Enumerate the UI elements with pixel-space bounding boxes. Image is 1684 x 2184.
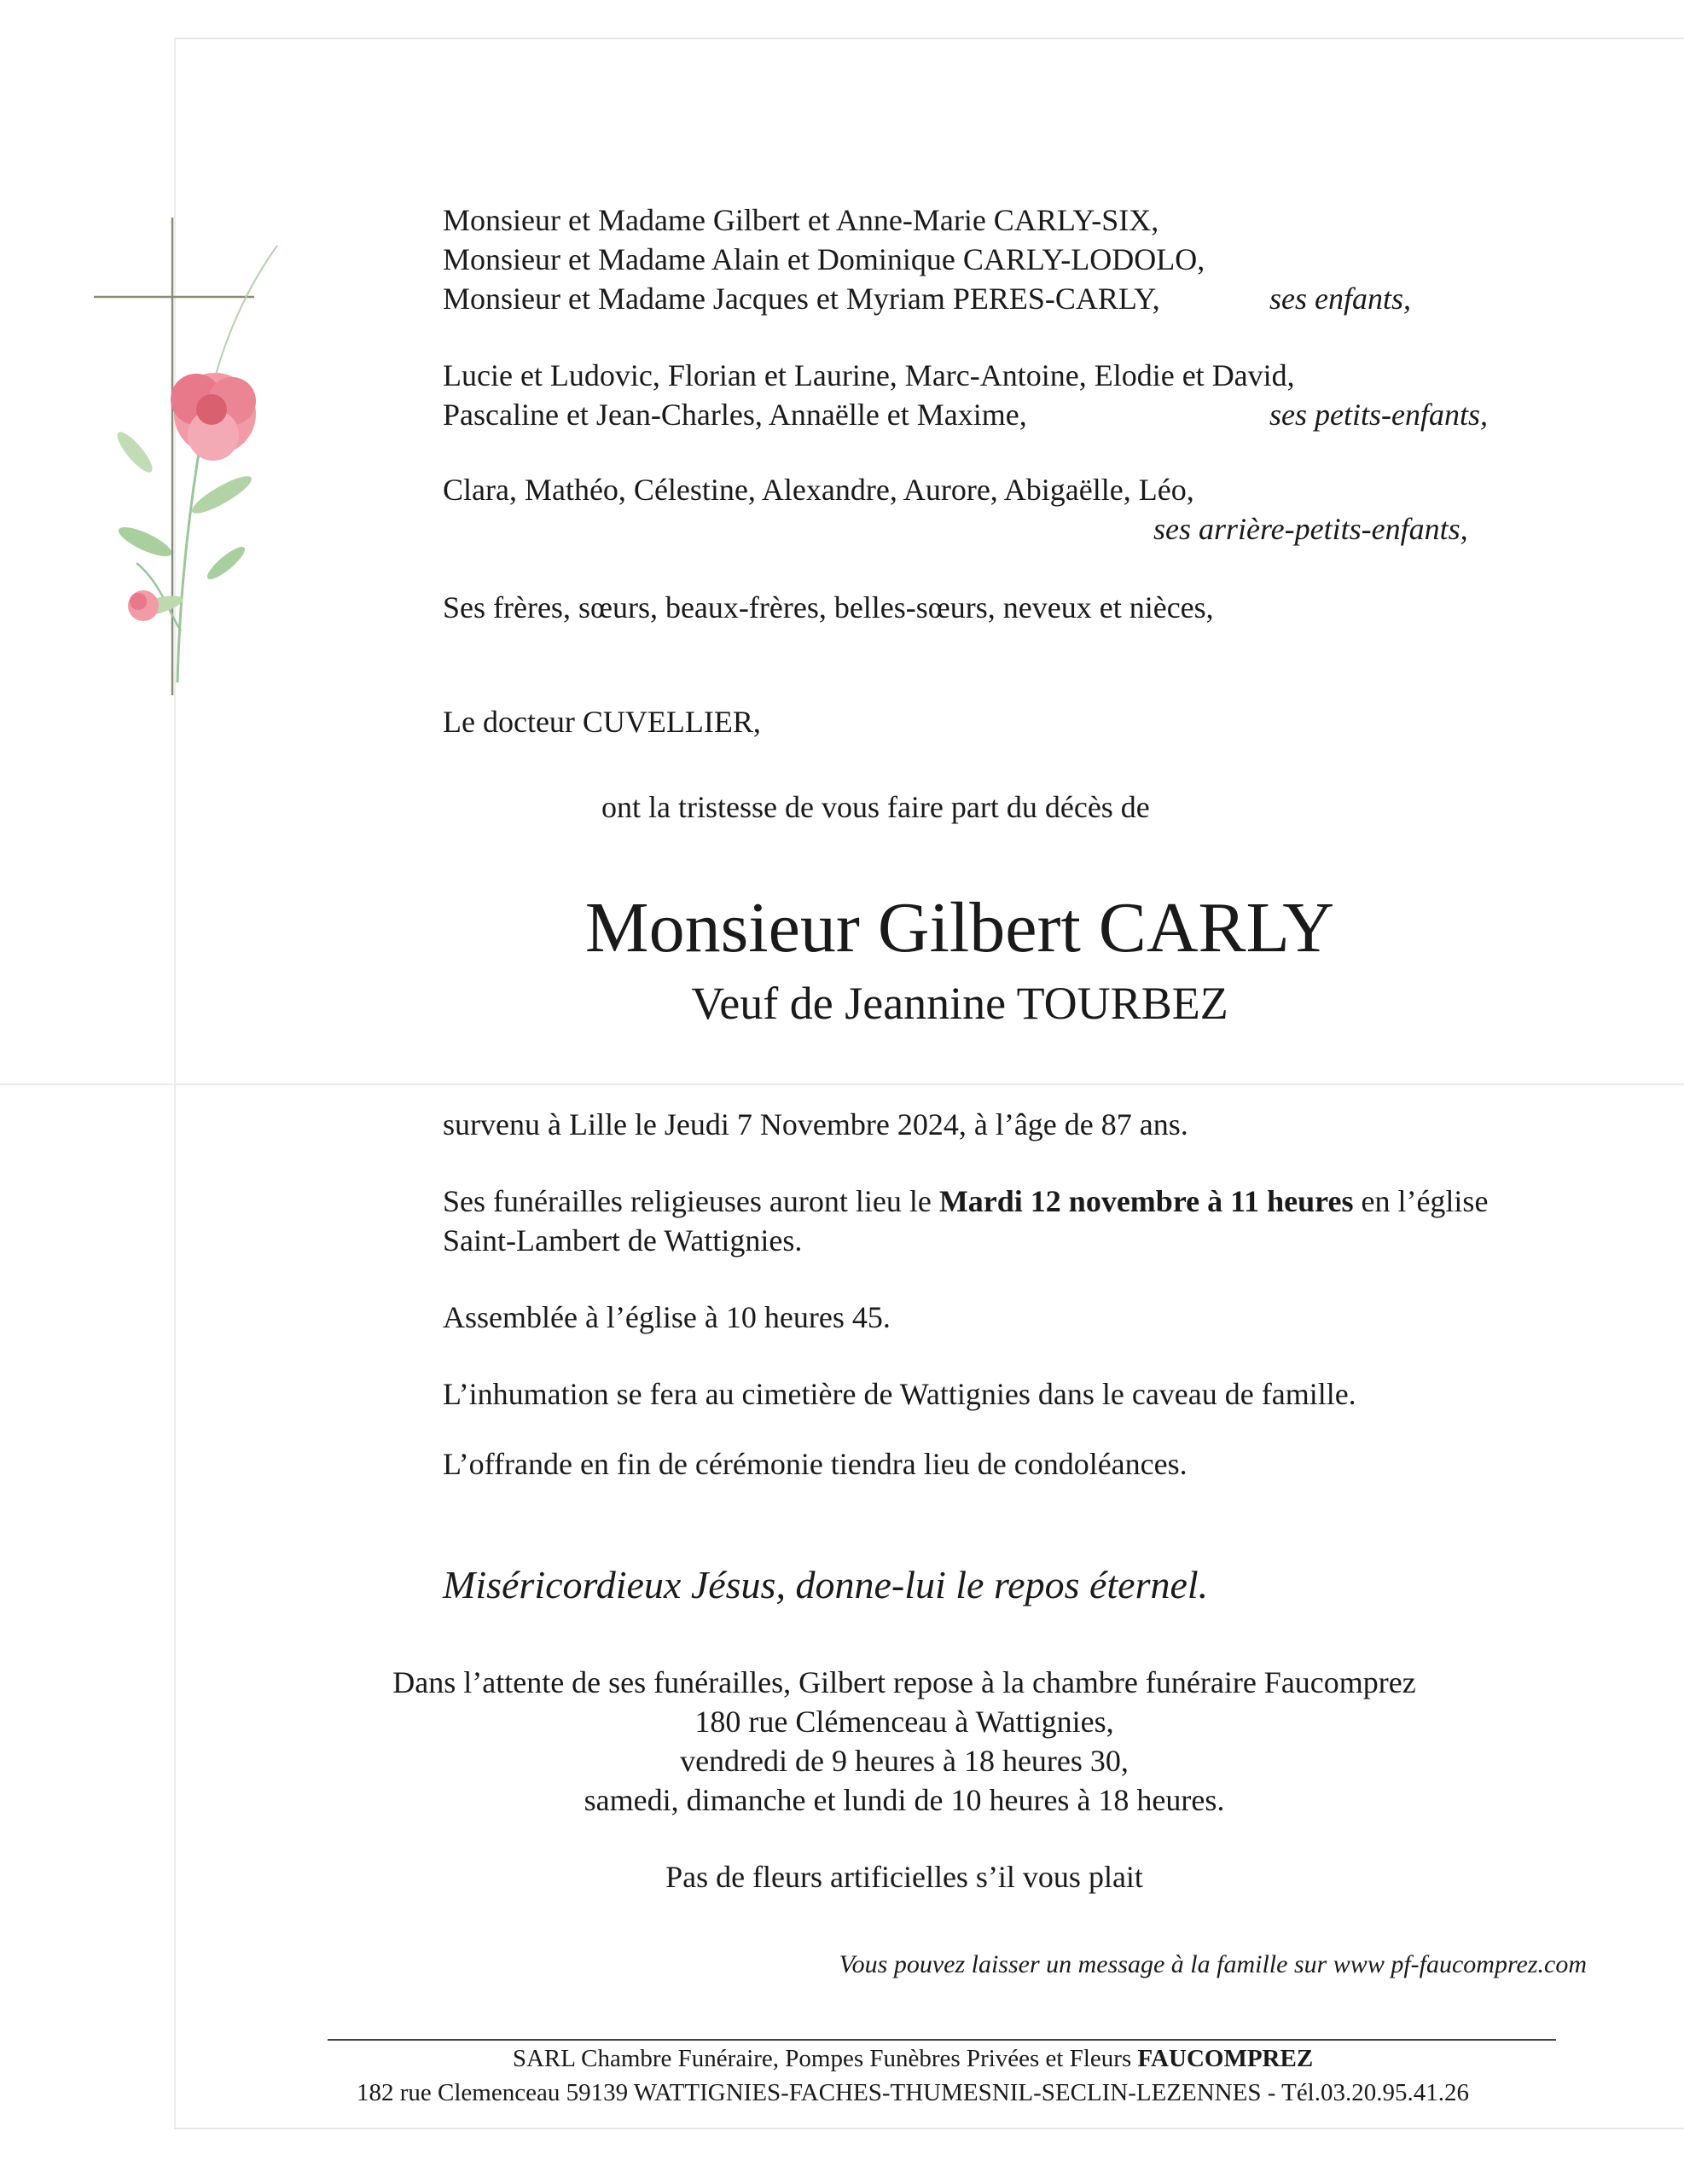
assembly-line: Assemblée à l’église à 10 heures 45.: [443, 1300, 891, 1334]
frame-top-border: [174, 38, 1684, 39]
footer-company: [0, 2042, 1684, 2075]
visitation-line-1: Dans l’attente de ses funérailles, Gilbert repose à la chambre funéraire Faucomprez: [392, 1665, 1416, 1699]
deceased-name: Monsieur Gilbert CARLY: [584, 888, 1335, 967]
grandchildren-label: ses petits-enfants,: [1269, 398, 1488, 432]
children-line-3: Monsieur et Madame Jacques et Myriam PERES-CARLY,: [443, 282, 1160, 316]
funeral-date-time: Mardi 12 novembre à 11 heures: [938, 1184, 1354, 1218]
frame-bottom-border: [174, 2128, 1684, 2129]
great-grandchildren-line: Clara, Mathéo, Célestine, Alexandre, Aurore, Abigaëlle, Léo,: [443, 473, 1194, 507]
siblings-line: Ses frères, sœurs, beaux-frères, belles-sœurs, neveux et nièces,: [443, 590, 1214, 624]
children-label: ses enfants,: [1269, 282, 1411, 316]
prayer-line: Miséricordieux Jésus, donne-lui le repos éternel.: [443, 1563, 1209, 1606]
children-line-1: Monsieur et Madame Gilbert et Anne-Marie CARLY-SIX,: [443, 203, 1159, 237]
funeral-prefix: Ses funérailles religieuses auront lieu le: [443, 1184, 939, 1218]
footer-address: 182 rue Clemenceau 59139 WATTIGNIES-FACHES-THUMESNIL-SECLIN-LEZENNES - Tél.03.20.95.41.26: [356, 2079, 1469, 2106]
footer-company-name: FAUCOMPREZ: [1137, 2045, 1314, 2072]
cross-flower-decoration: [77, 205, 316, 700]
no-flowers-line: Pas de fleurs artificielles s’il vous plait: [665, 1860, 1143, 1894]
burial-line: L’inhumation se fera au cimetière de Wattignies dans le caveau de famille.: [443, 1377, 1356, 1411]
offering-line: L’offrande en fin de cérémonie tiendra lieu de condoléances.: [443, 1447, 1188, 1481]
deceased-widow-of: Veuf de Jeannine TOURBEZ: [691, 978, 1228, 1029]
footer-divider: [328, 2039, 1556, 2041]
footer-company-prefix: SARL Chambre Funéraire, Pompes Funèbres Privées et Fleurs: [512, 2045, 1138, 2072]
visitation-line-2: 180 rue Clémenceau à Wattignies,: [694, 1705, 1114, 1739]
death-details: survenu à Lille le Jeudi 7 Novembre 2024, à l’âge de 87 ans.: [443, 1107, 1188, 1141]
funeral-line-2: Saint-Lambert de Wattignies.: [443, 1223, 803, 1258]
carnation-flower-icon: [113, 246, 277, 682]
great-grandchildren-label: ses arrière-petits-enfants,: [1153, 512, 1468, 546]
children-line-2: Monsieur et Madame Alain et Dominique CARLY-LODOLO,: [443, 242, 1205, 276]
grandchildren-line-2: Pascaline et Jean-Charles, Annaëlle et Maxime,: [443, 398, 1027, 432]
grandchildren-line-1: Lucie et Ludovic, Florian et Laurine, Marc-Antoine, Elodie et David,: [443, 358, 1295, 392]
cross-icon: [94, 218, 254, 695]
visitation-line-4: samedi, dimanche et lundi de 10 heures à 18 heures.: [584, 1783, 1225, 1817]
page-fold-line: [0, 1083, 1684, 1085]
announcement-line: ont la tristesse de vous faire part du décès de: [601, 790, 1150, 824]
web-message: Vous pouvez laisser un message à la famille sur www pf-faucomprez.com: [839, 1950, 1587, 1978]
visitation-line-3: vendredi de 9 heures à 18 heures 30,: [680, 1744, 1129, 1778]
funeral-line-1: [443, 1182, 1488, 1220]
doctor-line: Le docteur CUVELLIER,: [443, 705, 761, 739]
funeral-suffix: en l’église: [1353, 1184, 1489, 1218]
